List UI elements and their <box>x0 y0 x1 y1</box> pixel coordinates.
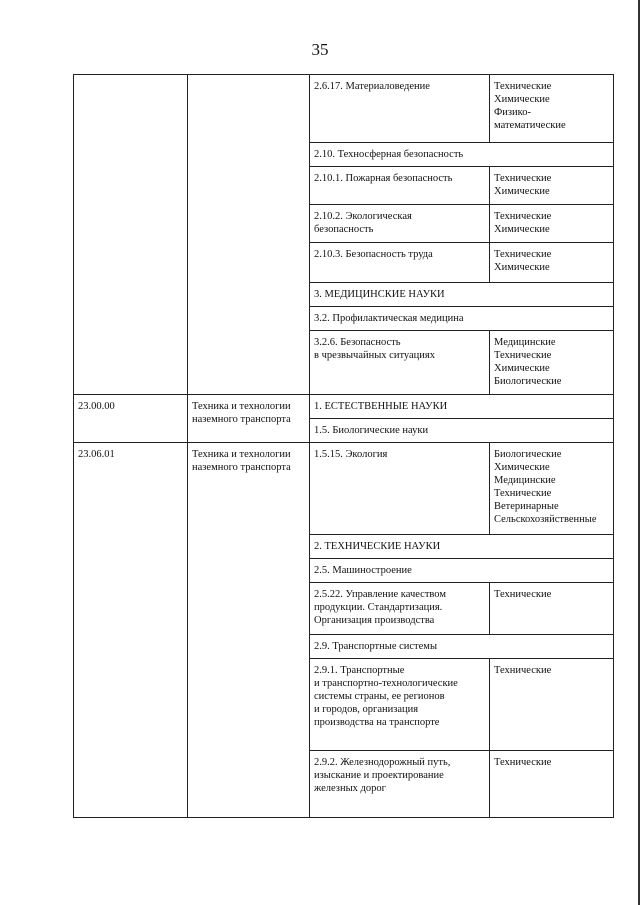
code-cell: 23.00.00 <box>74 395 188 443</box>
page-number: 35 <box>311 40 329 59</box>
science-fields-cell: Технические Химические Физико- математические <box>490 75 614 143</box>
science-fields-cell: Биологические Химические Медицинские Технические Ветеринарные Сельскохозяйственные <box>490 443 614 535</box>
specialty-cell: 2.10.3. Безопасность труда <box>310 243 490 283</box>
science-fields-cell: Технические <box>490 583 614 635</box>
section-heading-cell: 2. ТЕХНИЧЕСКИЕ НАУКИ <box>310 535 614 559</box>
specialty-cell: 2.10.1. Пожарная безопасность <box>310 167 490 205</box>
code-cell <box>74 75 188 395</box>
science-fields-cell: Технические Химические <box>490 205 614 243</box>
section-heading-cell: 1. ЕСТЕСТВЕННЫЕ НАУКИ <box>310 395 614 419</box>
specialty-cell: 2.9.1. Транспортные и транспортно-технологические системы страны, ее регионов и городов, организация производства на транспорте <box>310 659 490 751</box>
science-fields-cell: Технические Химические <box>490 243 614 283</box>
specialty-cell: 1.5.15. Экология <box>310 443 490 535</box>
specialty-cell: 2.9.2. Железнодорожный путь, изыскание и проектирование железных дорог <box>310 751 490 818</box>
science-fields-cell: Технические <box>490 751 614 818</box>
direction-name-cell <box>188 75 310 395</box>
direction-name-cell: Техника и технологии наземного транспорта <box>188 395 310 443</box>
section-heading-cell: 2.9. Транспортные системы <box>310 635 614 659</box>
specialty-cell: 2.6.17. Материаловедение <box>310 75 490 143</box>
specialty-table <box>73 74 614 818</box>
section-heading-cell: 1.5. Биологические науки <box>310 419 614 443</box>
science-fields-cell: Медицинские Технические Химические Биологические <box>490 331 614 395</box>
specialty-cell: 3.2.6. Безопасность в чрезвычайных ситуациях <box>310 331 490 395</box>
section-heading-cell: 2.10. Техносферная безопасность <box>310 143 614 167</box>
section-heading-cell: 3. МЕДИЦИНСКИЕ НАУКИ <box>310 283 614 307</box>
science-fields-cell: Технические <box>490 659 614 751</box>
section-heading-cell: 3.2. Профилактическая медицина <box>310 307 614 331</box>
direction-name-cell: Техника и технологии наземного транспорта <box>188 443 310 818</box>
section-heading-cell: 2.5. Машиностроение <box>310 559 614 583</box>
table-row <box>74 443 614 535</box>
table-row <box>74 395 614 419</box>
table-row <box>74 75 614 143</box>
code-cell: 23.06.01 <box>74 443 188 818</box>
science-fields-cell: Технические Химические <box>490 167 614 205</box>
specialty-cell: 2.5.22. Управление качеством продукции. Стандартизация. Организация производства <box>310 583 490 635</box>
specialty-cell: 2.10.2. Экологическая безопасность <box>310 205 490 243</box>
